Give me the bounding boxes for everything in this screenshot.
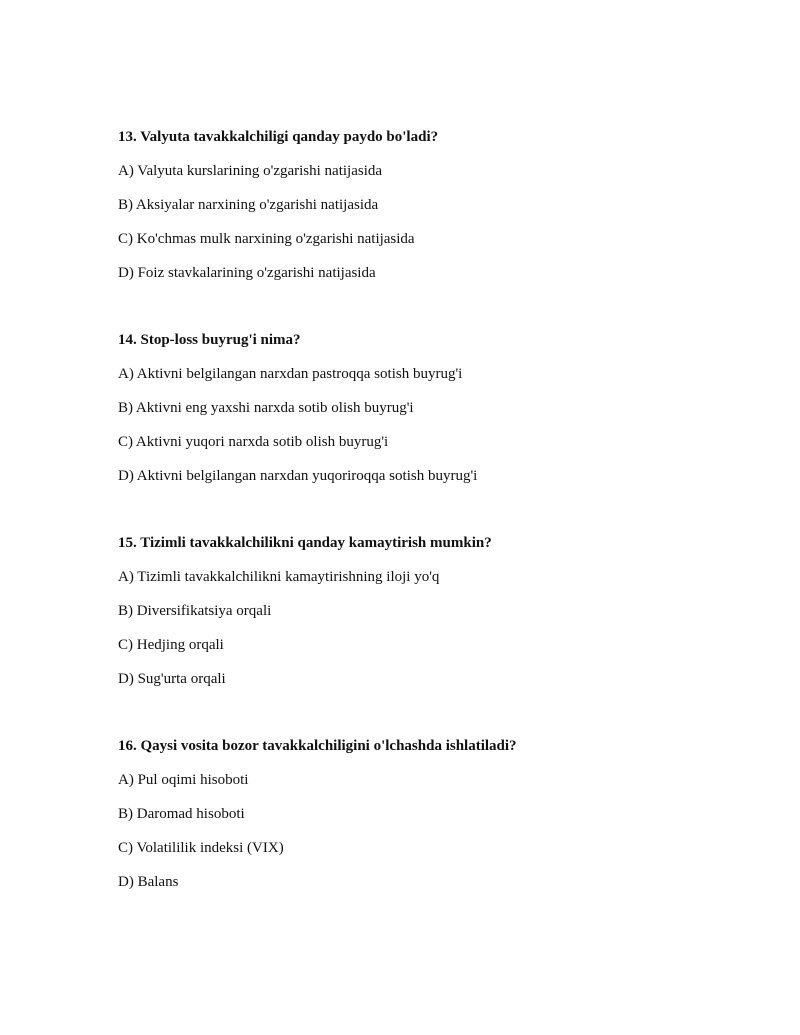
question-16: [118, 737, 718, 907]
answer-option-b: B) Diversifikatsiya orqali: [118, 603, 272, 619]
answer-option-a: A) Tizimli tavakkalchilikni kamaytirishning iloji yo'q: [118, 569, 440, 585]
answer-option-b: B) Aksiyalar narxining o'zgarishi natijasida: [118, 197, 379, 213]
answer-option-a: A) Pul oqimi hisoboti: [118, 772, 249, 788]
question-title: 16. Qaysi vosita bozor tavakkalchiligini o'lchashda ishlatiladi?: [118, 738, 517, 754]
question-title: 14. Stop-loss buyrug'i nima?: [118, 332, 301, 348]
answer-option-c: C) Aktivni yuqori narxda sotib olish buyrug'i: [118, 434, 389, 450]
question-title: 15. Tizimli tavakkalchilikni qanday kamaytirish mumkin?: [118, 535, 492, 551]
answer-option-c: C) Ko'chmas mulk narxining o'zgarishi natijasida: [118, 231, 415, 247]
question-15: [118, 534, 718, 704]
question-title: 13. Valyuta tavakkalchiligi qanday paydo bo'ladi?: [118, 129, 439, 145]
answer-option-c: C) Hedjing orqali: [118, 637, 224, 653]
answer-option-b: B) Daromad hisoboti: [118, 806, 245, 822]
answer-option-d: D) Foiz stavkalarining o'zgarishi natijasida: [118, 265, 376, 281]
answer-option-a: A) Aktivni belgilangan narxdan pastroqqa sotish buyrug'i: [118, 366, 463, 382]
answer-option-d: D) Balans: [118, 874, 179, 890]
answer-option-b: B) Aktivni eng yaxshi narxda sotib olish buyrug'i: [118, 400, 414, 416]
answer-option-c: C) Volatililik indeksi (VIX): [118, 840, 284, 856]
question-14: [118, 331, 718, 501]
answer-option-d: D) Sug'urta orqali: [118, 671, 226, 687]
answer-option-a: A) Valyuta kurslarining o'zgarishi natijasida: [118, 163, 383, 179]
question-13: [118, 128, 718, 298]
answer-option-d: D) Aktivni belgilangan narxdan yuqoriroqqa sotish buyrug'i: [118, 468, 478, 484]
